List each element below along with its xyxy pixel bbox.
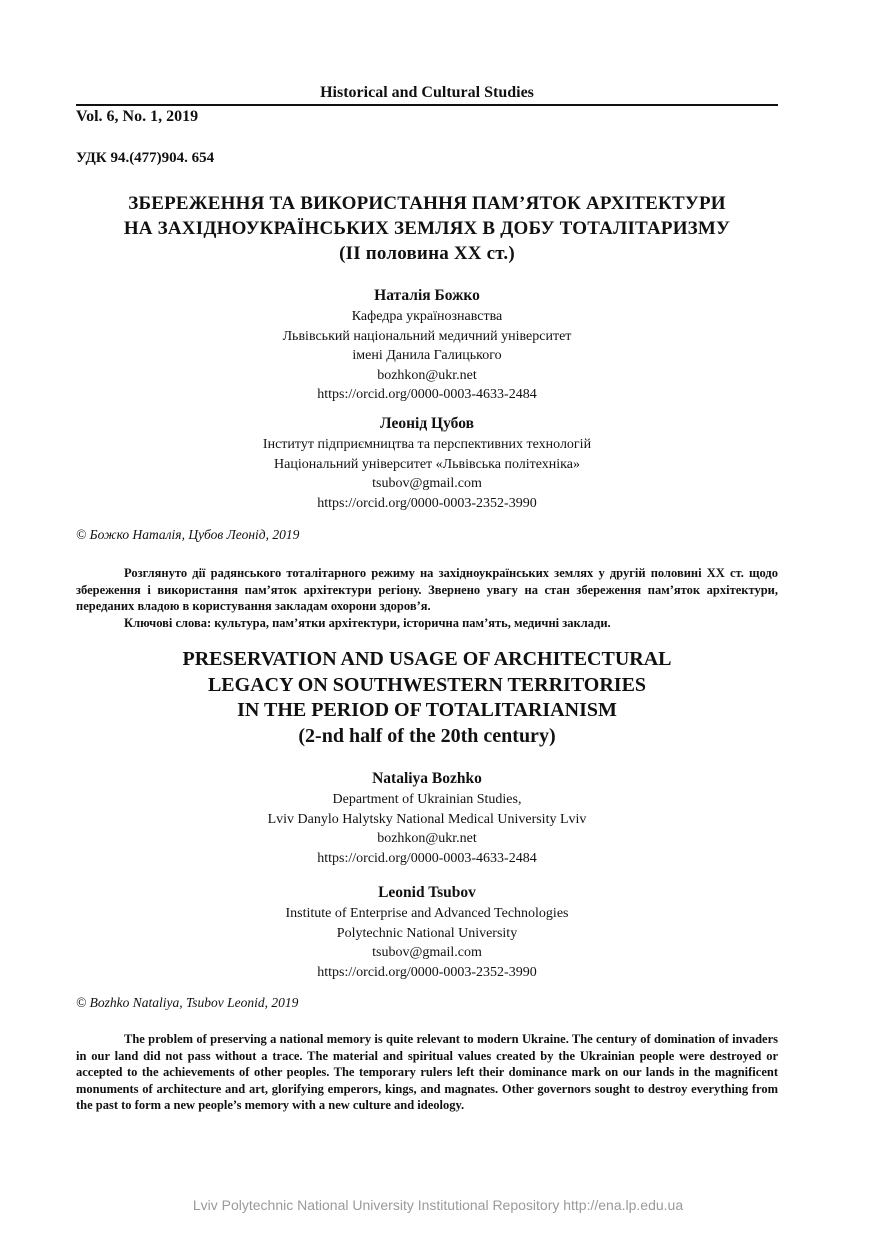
affiliation-line: Львівський національний медичний університет: [282, 328, 572, 344]
author-name: Leonid Tsubov: [378, 884, 476, 901]
author-block-ua-2: [76, 413, 778, 513]
title-ua-line: НА ЗАХІДНОУКРАЇНСЬКИХ ЗЕМЛЯХ В ДОБУ ТОТАЛІТАРИЗМУ: [123, 218, 731, 239]
journal-title: Historical and Cultural Studies: [320, 84, 534, 101]
affiliation-line: Кафедра українознавства: [351, 309, 503, 324]
affiliation-line: Polytechnic National University: [336, 925, 518, 941]
author-block-en-1: [76, 768, 778, 868]
affiliation-line: Національний університет «Львівська політехніка»: [274, 456, 580, 472]
author-name: Леонід Цубов: [380, 415, 474, 432]
title-en-line: LEGACY ON SOUTHWESTERN TERRITORIES: [207, 673, 647, 696]
author-orcid: https://orcid.org/0000-0003-4633-2484: [317, 850, 537, 866]
title-ua-line: (ІІ половина ХХ ст.): [339, 243, 515, 264]
title-english: [76, 647, 778, 749]
title-ukrainian: [76, 191, 778, 266]
copyright-en: © Bozhko Nataliya, Tsubov Leonid, 2019: [76, 995, 299, 1010]
author-block-ua-1: [76, 285, 778, 405]
copyright-ua: © Божко Наталія, Цубов Леонід, 2019: [76, 527, 300, 542]
abstract-text: Розглянуто дії радянського тоталітарного режиму на західноукраїнських землях у другій половині ХХ ст. щодо збереження і використання пам’яток архітектури регіону. Звернено увагу на стан збереження пам’яток архітектури, переданих владою в користування закладам охорони здоров’я.: [76, 566, 778, 613]
abstract-english: [76, 1031, 778, 1114]
repository-footer: Lviv Polytechnic National University Institutional Repository http://ena.lp.edu.ua: [192, 1197, 684, 1213]
author-block-en-2: [76, 882, 778, 982]
udk-code: УДК 94.(477)904. 654: [76, 150, 215, 166]
title-en-line: PRESERVATION AND USAGE OF ARCHITECTURAL: [182, 648, 672, 670]
abstract-ukrainian: [76, 565, 778, 631]
title-en-line: IN THE PERIOD OF TOTALITARIANISM: [237, 699, 617, 721]
author-email: bozhkon@ukr.net: [377, 367, 477, 383]
title-en-line: (2-nd half of the 20th century): [298, 724, 556, 747]
author-email: tsubov@gmail.com: [372, 476, 482, 491]
affiliation-line: Інститут підприємництва та перспективних технологій: [262, 437, 592, 452]
author-orcid: https://orcid.org/0000-0003-2352-3990: [317, 964, 537, 980]
author-name: Nataliya Bozhko: [372, 770, 482, 787]
author-orcid: https://orcid.org/0000-0003-4633-2484: [317, 387, 537, 402]
title-ua-line: ЗБЕРЕЖЕННЯ ТА ВИКОРИСТАННЯ ПАМ’ЯТОК АРХІТЕКТУРИ: [128, 193, 726, 214]
author-orcid: https://orcid.org/0000-0003-2352-3990: [317, 495, 537, 511]
affiliation-line: Department of Ukrainian Studies,: [332, 792, 522, 807]
header-divider: [76, 104, 778, 106]
author-email: tsubov@gmail.com: [372, 945, 482, 960]
volume-info: Vol. 6, No. 1, 2019: [76, 108, 199, 125]
author-name: Наталія Божко: [374, 287, 480, 304]
author-email: bozhkon@ukr.net: [377, 831, 477, 846]
affiliation-line: Lviv Danylo Halytsky National Medical University Lviv: [267, 811, 587, 827]
keywords: Ключові слова: культура, пам’ятки архітектури, історична пам’ять, медичні заклади.: [124, 615, 611, 630]
abstract-text: The problem of preserving a national memory is quite relevant to modern Ukraine. The century of domination of invaders in our land did not pass without a trace. The material and spiritual values created by the Ukrainian people were destroyed or accepted to the achievements of other peoples. The temporary rulers left their dominance mark on our lands in the magnificent monuments of architecture and art, glorifying emperors, kings, and magnates. Other governors sought to destroy everything from the past to form a new people’s memory with a new culture and ideology.: [76, 1032, 778, 1112]
affiliation-line: Institute of Enterprise and Advanced Technologies: [285, 906, 569, 921]
affiliation-line: імені Данила Галицького: [352, 348, 502, 363]
